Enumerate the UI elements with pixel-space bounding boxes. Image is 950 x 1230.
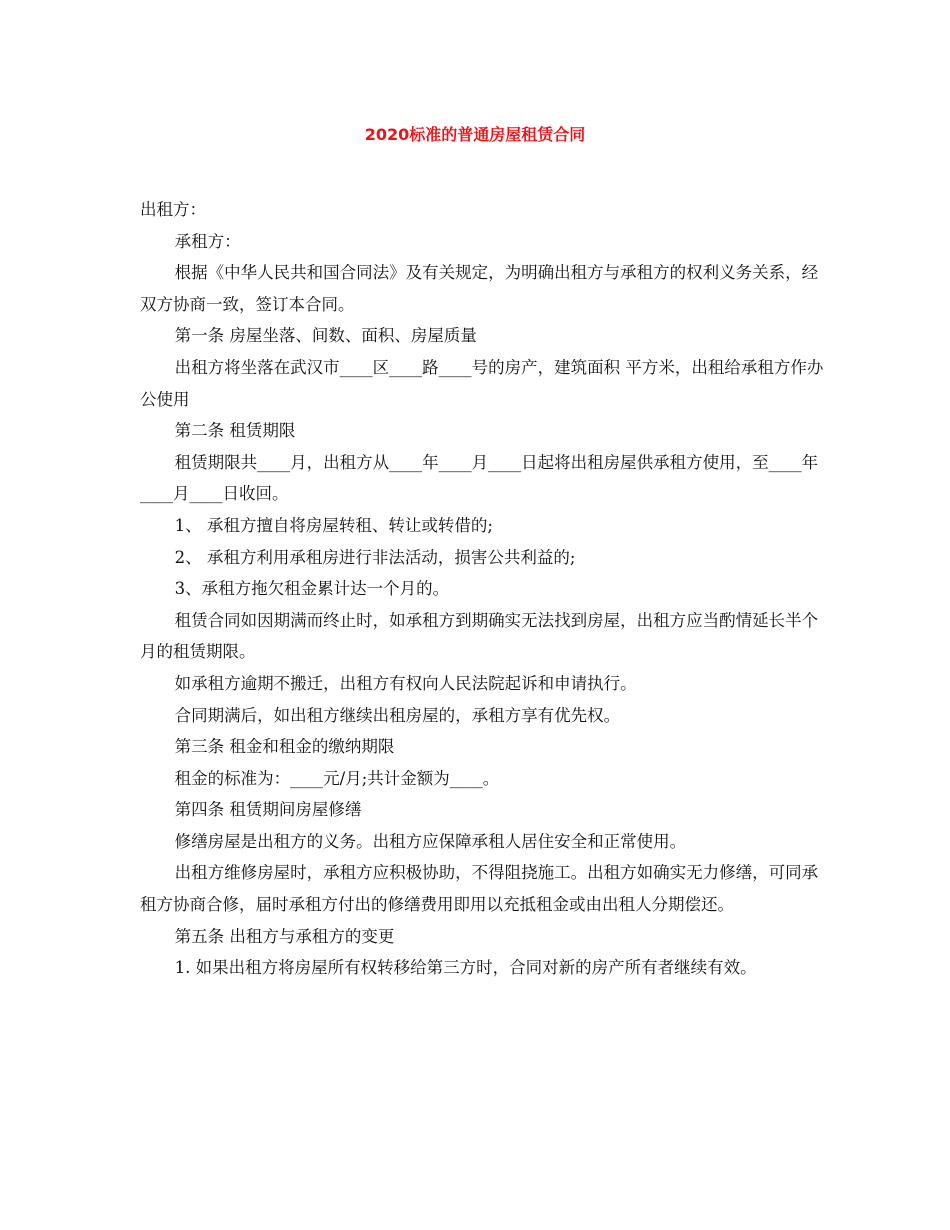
paragraph-preamble: 根据《中华人民共和国合同法》及有关规定，为明确出租方与承租方的权利义务关系，经双方协商一致，签订本合同。 <box>140 263 819 314</box>
paragraph: 出租方维修房屋时，承租方应积极协助，不得阻挠施工。出租方如确实无力修缮，可同承租方协商合修，届时承租方付出的修缮费用即用以充抵租金或由出租人分期偿还。 <box>140 863 819 915</box>
paragraph-lessor: 出租方： <box>140 200 206 219</box>
list-item: 2、 承租方利用承租房进行非法活动，损害公共利益的; <box>174 547 576 567</box>
document-title: 2020标准的普通房屋租赁合同 <box>364 125 586 144</box>
paragraph: 合同期满后，如出租方继续出租房屋的，承租方享有优先权。 <box>174 705 621 725</box>
paragraph: 出租方将坐落在武汉市____区____路____号的房产，建筑面积 平方米，出租给承租方作办公使用 <box>140 357 824 409</box>
article-4-heading: 第四条 租赁期间房屋修缮 <box>174 800 362 820</box>
paragraph: 租赁期限共____月，出租方从____年____月____日起将出租房屋供承租方使用，至____年____月____日收回。 <box>140 452 819 504</box>
article-3-heading: 第三条 租金和租金的缴纳期限 <box>174 737 395 757</box>
list-item: 1、 承租方擅自将房屋转租、转让或转借的; <box>174 515 493 535</box>
paragraph: 租赁合同如因期满而终止时，如承租方到期确实无法找到房屋，出租方应当酌情延长半个月的租赁期限。 <box>140 610 819 662</box>
article-1-heading: 第一条 房屋坐落、间数、面积、房屋质量 <box>174 326 477 346</box>
article-2-heading: 第二条 租赁期限 <box>174 421 296 441</box>
document-body <box>140 194 825 984</box>
list-item: 3、承租方拖欠租金累计达一个月的。 <box>174 579 450 599</box>
paragraph: 如承租方逾期不搬迁，出租方有权向人民法院起诉和申请执行。 <box>174 673 637 693</box>
article-5-heading: 第五条 出租方与承租方的变更 <box>174 926 395 946</box>
paragraph: 租金的标准为：____元/月;共计金额为____。 <box>174 768 500 788</box>
paragraph: 1. 如果出租方将房屋所有权转移给第三方时，合同对新的房产所有者继续有效。 <box>174 958 757 978</box>
paragraph-lessee: 承租方： <box>174 231 241 251</box>
paragraph: 修缮房屋是出租方的义务。出租方应保障承租人居住安全和正常使用。 <box>174 831 687 851</box>
